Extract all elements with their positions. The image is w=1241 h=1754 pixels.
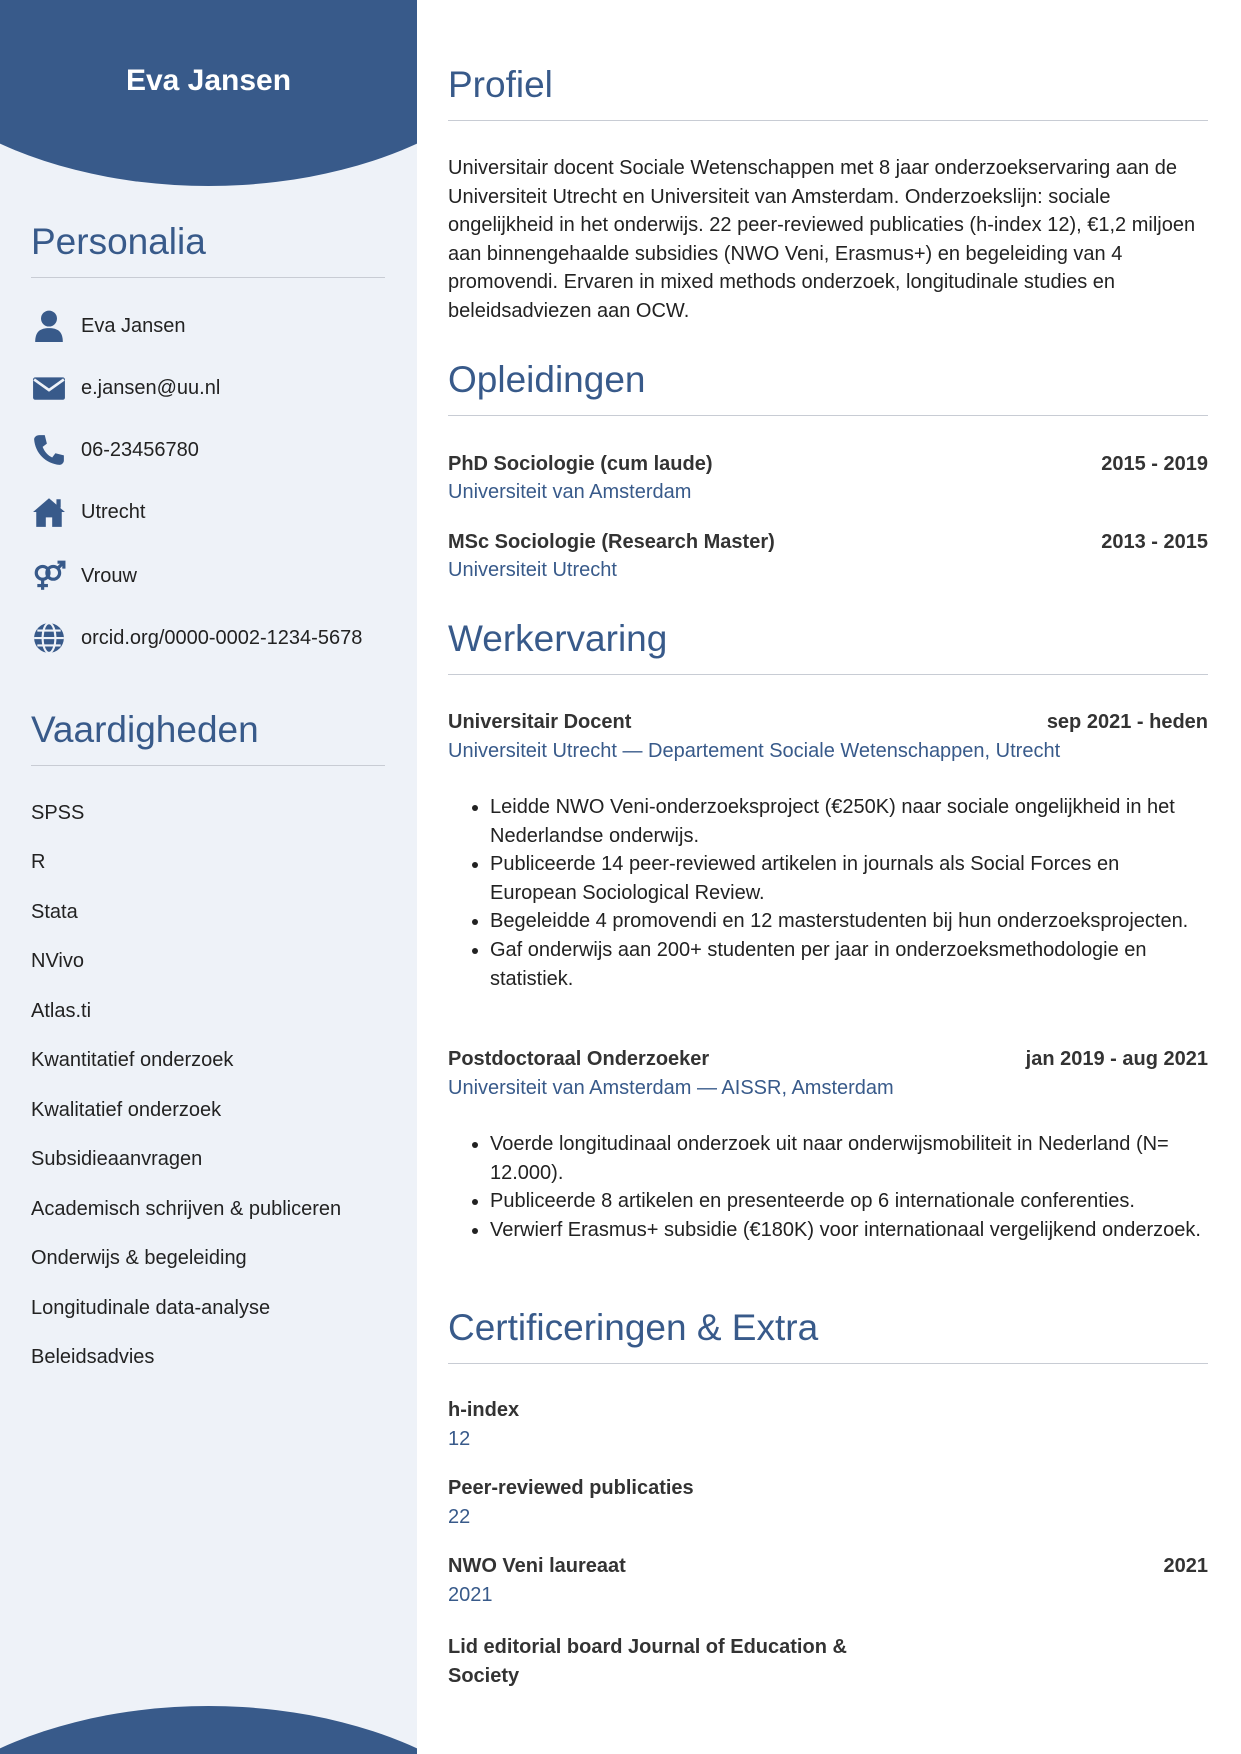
cert-label: NWO Veni laureaat — [448, 1555, 626, 1577]
cert-label: h-index — [448, 1399, 520, 1421]
home-icon — [31, 494, 67, 530]
envelope-icon — [31, 370, 67, 406]
work-role: Postdoctoraal Onderzoeker — [448, 1048, 710, 1070]
personalia-orcid[interactable]: orcid.org/0000-0002-1234-5678 — [81, 626, 363, 649]
work-bullet: • Begeleidde 4 promovendi en 12 masterstudenten bij hun onderzoeksprojecten. — [490, 907, 1208, 936]
work-bullet: • Gaf onderwijs aan 200+ studenten per jaar in onderzoeksmethodologie en statistiek. — [490, 936, 1208, 993]
work-period: sep 2021 - heden — [1046, 711, 1208, 733]
education-years: 2013 - 2015 — [1101, 531, 1208, 553]
cert-entry-header — [448, 1399, 1208, 1422]
personalia-item-gender — [31, 558, 137, 594]
skill-item: Longitudinale data-analyse — [31, 1297, 271, 1319]
education-degree: MSc Sociologie (Research Master) — [448, 531, 775, 553]
personalia-item-city — [31, 494, 145, 530]
personalia-email[interactable]: e.jansen@uu.nl — [81, 376, 221, 399]
certifications-title: Certificeringen & Extra — [448, 1308, 1208, 1364]
cert-value: 12 — [448, 1428, 471, 1450]
personalia-item-phone — [31, 432, 199, 468]
cert-entry-header — [448, 1555, 1208, 1578]
skill-item: Stata — [31, 901, 78, 923]
skills-title: Vaardigheden — [31, 710, 385, 766]
skill-item: Onderwijs & begeleiding — [31, 1247, 247, 1269]
globe-icon — [31, 620, 67, 656]
work-bullet: • Leidde NWO Veni-onderzoeksproject (€250K) naar sociale ongelijkheid in het Nederlandse onderwijs. — [490, 793, 1208, 850]
cert-label: Peer-reviewed publicaties — [448, 1477, 694, 1499]
education-entry-header — [448, 453, 1208, 476]
work-bullet: • Verwierf Erasmus+ subsidie (€180K) voor internationaal vergelijkend onderzoek. — [490, 1216, 1208, 1245]
work-bullet: • Publiceerde 8 artikelen en presenteerde op 6 internationale conferenties. — [490, 1187, 1208, 1216]
personalia-item-name — [31, 308, 186, 344]
education-school: Universiteit van Amsterdam — [448, 481, 692, 503]
education-title: Opleidingen — [448, 360, 1208, 416]
work-org: Universiteit Utrecht — Departement Sociale Wetenschappen, Utrecht — [448, 740, 1061, 762]
cert-value: 2021 — [448, 1584, 493, 1606]
personalia-phone: 06-23456780 — [81, 438, 199, 461]
work-bullets — [448, 793, 1208, 993]
phone-icon — [31, 432, 67, 468]
work-bullets — [448, 1130, 1208, 1244]
personalia-item-email — [31, 370, 220, 406]
candidate-name: Eva Jansen — [125, 64, 292, 97]
cert-entry-header — [448, 1477, 1208, 1500]
work-bullet: • Publiceerde 14 peer-reviewed artikelen in journals als Social Forces en European Sociological Review. — [490, 850, 1208, 907]
cert-entry-header — [448, 1633, 1208, 1690]
personalia-title: Personalia — [31, 222, 385, 278]
work-entry-header — [448, 1048, 1208, 1071]
sidebar-footer-shape — [0, 1706, 417, 1754]
cert-value: 22 — [448, 1506, 471, 1528]
skill-item: Academisch schrijven & publiceren — [31, 1198, 342, 1220]
skill-item: Beleidsadvies — [31, 1346, 155, 1368]
work-title: Werkervaring — [448, 619, 1208, 675]
personalia-item-orcid — [31, 620, 362, 656]
education-school: Universiteit Utrecht — [448, 559, 617, 581]
education-degree: PhD Sociologie (cum laude) — [448, 453, 713, 475]
gender-icon — [31, 558, 67, 594]
skill-item: Kwantitatief onderzoek — [31, 1049, 234, 1071]
sidebar — [0, 0, 417, 1754]
education-entry-header — [448, 531, 1208, 554]
profile-text: Universitair docent Sociale Wetenschappen met 8 jaar onderzoekservaring aan de Universiteit Utrecht en Universiteit van Amsterdam. Onderzoekslijn: sociale ongelijkheid in het onderwijs. 22 peer-reviewed publicaties (h-index 12), €1,2 miljoen aan binnengehaalde subsidies (NWO Veni, Erasmus+) en begeleiding van 4 promovendi. Ervaren in mixed methods onderzoek, longitudinale studies en beleidsadviezen aan OCW. — [448, 157, 1196, 322]
personalia-gender: Vrouw — [81, 564, 137, 587]
skill-item: Kwalitatief onderzoek — [31, 1099, 222, 1121]
work-org: Universiteit van Amsterdam — AISSR, Amsterdam — [448, 1077, 894, 1099]
user-icon — [31, 308, 67, 344]
cert-label: Lid editorial board Journal of Education & Society — [448, 1636, 847, 1687]
skill-item: SPSS — [31, 802, 85, 824]
personalia-name: Eva Jansen — [81, 314, 186, 337]
skill-item: Subsidieaanvragen — [31, 1148, 203, 1170]
work-period: jan 2019 - aug 2021 — [1025, 1048, 1208, 1070]
work-bullet: • Voerde longitudinaal onderzoek uit naar onderwijsmobiliteit in Nederland (N= 12.000). — [490, 1130, 1208, 1187]
work-entry-header — [448, 711, 1208, 734]
skill-item: NVivo — [31, 950, 84, 972]
work-role: Universitair Docent — [448, 711, 632, 733]
cert-date: 2021 — [1163, 1555, 1208, 1577]
skill-item: Atlas.ti — [31, 1000, 92, 1022]
skill-item: R — [31, 851, 46, 873]
education-years: 2015 - 2019 — [1101, 453, 1208, 475]
profile-title: Profiel — [448, 65, 1208, 121]
personalia-city: Utrecht — [81, 500, 146, 523]
